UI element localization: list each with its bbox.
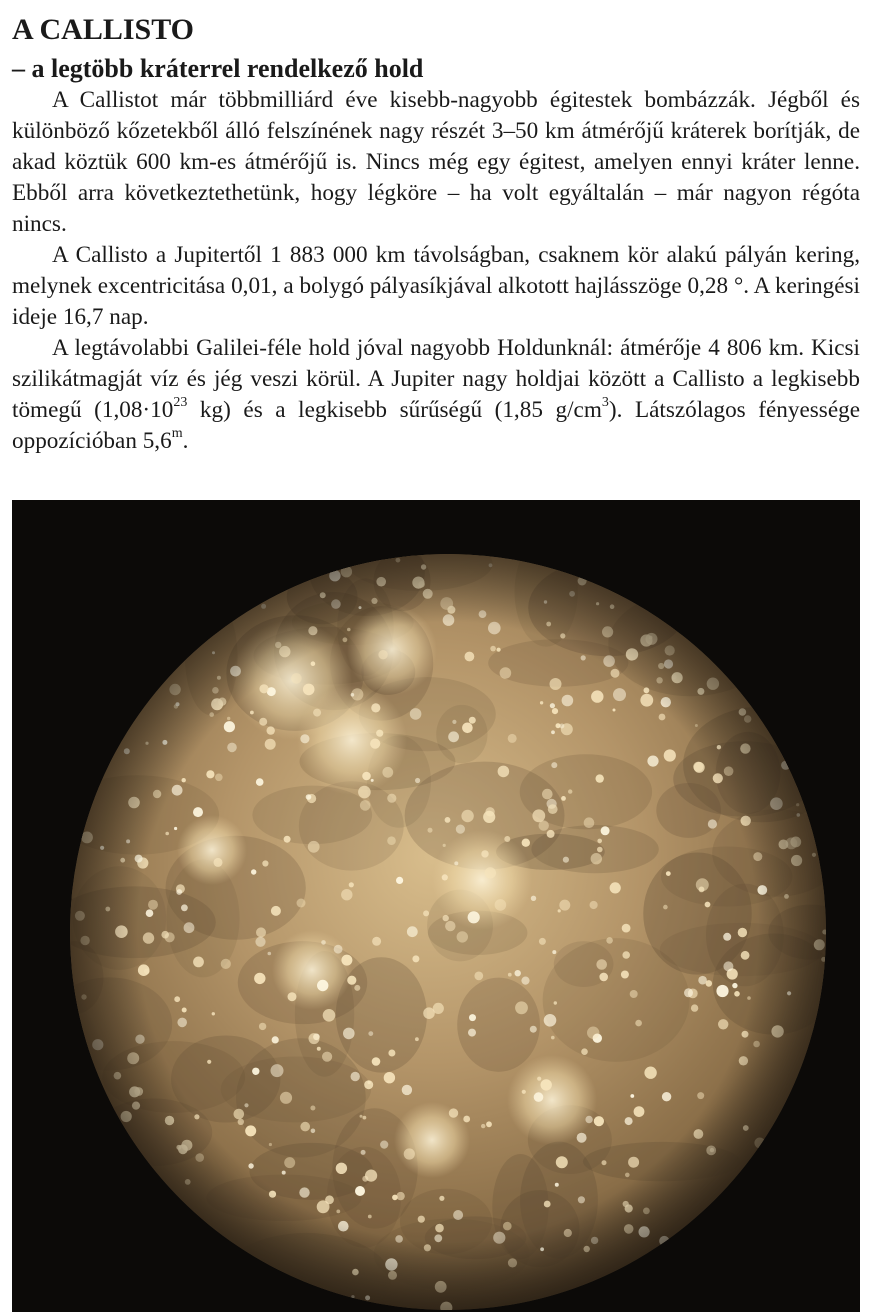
- callisto-photo: [12, 500, 860, 1312]
- article-body: [12, 85, 860, 457]
- paragraph-orbit: A Callisto a Jupitertől 1 883 000 km távolságban, csaknem kör alakú pályán kering, melynek excentricitása 0,01, a bolygó pályasíkjával alkotott hajlásszöge 0,28 °. A keringési ideje 16,7 nap.: [12, 242, 860, 330]
- mass-exponent: 23: [173, 395, 188, 411]
- page-title: A CALLISTO: [12, 13, 195, 46]
- density-exponent: 3: [601, 395, 609, 411]
- paragraph-craters: A Callistot már többmilliárd éve kisebb-nagyobb égitestek bombázzák. Jégből és különböző kőzetekből álló felszínének nagy részét 3–50 km átmérőjű kráterek borítják, de akad köztük 600 km-es átmérőjű is. Nincs még egy égitest, amelyen ennyi kráter lenne. Ebből arra következtethetünk, hogy légköre – ha volt egyáltalán – már nagyon régóta nincs.: [12, 87, 860, 237]
- paragraph-physical-text-4: .: [182, 428, 189, 454]
- paragraph-physical: [12, 333, 860, 457]
- page-subtitle: – a legtöbb kráterrel rendelkező hold: [12, 54, 424, 83]
- paragraph-physical-text-2: kg) és a legkisebb sűrűségű (1,85 g/cm: [187, 397, 602, 423]
- moon-limb-shade: [70, 554, 826, 1310]
- paragraph-physical-text-1: A legtávolabbi Galilei-féle hold jóval nagyobb Holdunknál: átmérője 4 806 km. Kicsi szilikátmagját víz és jég veszi körül. A Jupiter nagy holdjai között a Callisto a legkisebb tömegű (1,08·10: [12, 335, 860, 423]
- paragraph-physical-text-3: ). Látszólagos fényessége oppozícióban 5,6: [12, 397, 860, 454]
- magnitude-superscript: m: [171, 426, 183, 442]
- callisto-moon-image: [12, 500, 860, 1312]
